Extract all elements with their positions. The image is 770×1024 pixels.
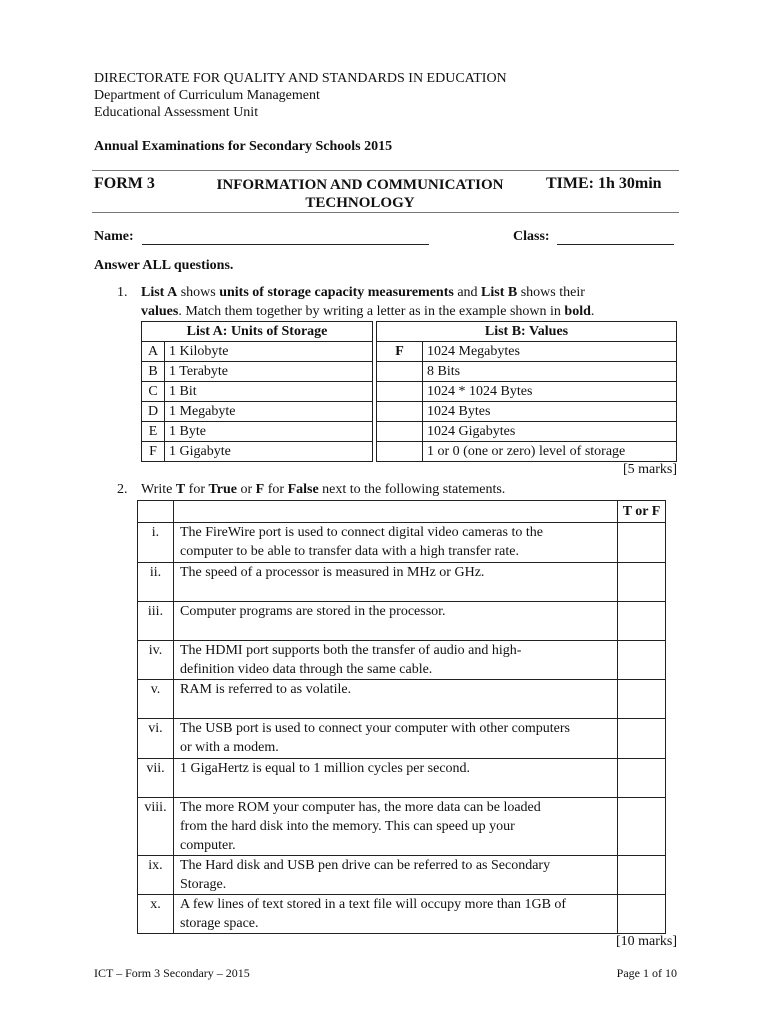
statement-line: The speed of a processor is measured in MHz or GHz. xyxy=(180,565,485,580)
subject-rule xyxy=(92,212,679,213)
q2-intro-part: or xyxy=(237,482,256,497)
q1-intro-part: shows xyxy=(177,285,220,300)
row-letter: B xyxy=(142,362,165,382)
unit-cell: 1 Byte xyxy=(165,422,373,442)
tf-answer-cell[interactable] xyxy=(618,563,666,602)
statement-row xyxy=(138,523,666,563)
q2-intro-part: next to the following statements. xyxy=(318,482,506,497)
q1-intro-part: and xyxy=(453,285,482,300)
answer-cell[interactable] xyxy=(377,382,423,402)
value-cell: 1024 Megabytes xyxy=(423,342,677,362)
q1-intro-part: units of storage capacity measurements xyxy=(219,285,454,300)
statement-text xyxy=(174,602,618,641)
statement-line: Storage. xyxy=(180,877,227,892)
tf-header: T or F xyxy=(618,501,666,523)
tf-answer-cell[interactable] xyxy=(618,602,666,641)
tf-header-row xyxy=(138,501,666,523)
statement-number: iii. xyxy=(138,602,174,641)
statement-line: RAM is referred to as volatile. xyxy=(180,682,352,697)
unit-cell: 1 Terabyte xyxy=(165,362,373,382)
q2-intro xyxy=(141,482,505,498)
q2-intro-part: Write xyxy=(141,482,176,497)
q1-intro-part: . xyxy=(590,304,595,319)
statement-line: definition video data through the same cable. xyxy=(180,662,433,677)
tf-answer-cell[interactable] xyxy=(618,856,666,895)
unit-cell: 1 Gigabyte xyxy=(165,442,373,462)
q1-intro-line2 xyxy=(141,304,594,320)
matching-row xyxy=(142,422,677,442)
time-label: TIME: 1h 30min xyxy=(546,175,662,192)
class-field[interactable] xyxy=(557,244,674,245)
true-false-table xyxy=(137,500,666,934)
tf-answer-cell[interactable] xyxy=(618,719,666,759)
statement-number: iv. xyxy=(138,641,174,680)
statement-line: The FireWire port is used to connect digital video cameras to the xyxy=(180,525,543,540)
value-cell: 1 or 0 (one or zero) level of storage xyxy=(423,442,677,462)
subject-line-1: INFORMATION AND COMMUNICATION xyxy=(216,177,504,193)
statement-text xyxy=(174,641,618,680)
list-a-header: List A: Units of Storage xyxy=(142,322,373,342)
answer-cell[interactable] xyxy=(377,422,423,442)
name-field[interactable] xyxy=(142,244,429,245)
statement-text xyxy=(174,798,618,856)
statement-text xyxy=(174,719,618,759)
tf-answer-cell[interactable] xyxy=(618,523,666,563)
value-cell: 8 Bits xyxy=(423,362,677,382)
tf-answer-cell[interactable] xyxy=(618,641,666,680)
value-cell: 1024 * 1024 Bytes xyxy=(423,382,677,402)
unit-cell: 1 Bit xyxy=(165,382,373,402)
statement-line: from the hard disk into the memory. This can speed up your xyxy=(180,819,515,834)
statement-row xyxy=(138,895,666,934)
tf-answer-cell[interactable] xyxy=(618,798,666,856)
answer-cell[interactable] xyxy=(377,362,423,382)
q1-intro-part: List B xyxy=(481,285,518,300)
unit-line: Educational Assessment Unit xyxy=(94,105,259,120)
answer-cell[interactable] xyxy=(377,442,423,462)
statement-number: x. xyxy=(138,895,174,934)
matching-row xyxy=(142,402,677,422)
form-label: FORM 3 xyxy=(94,175,155,192)
statement-line: 1 GigaHertz is equal to 1 million cycles per second. xyxy=(180,761,471,776)
statement-row xyxy=(138,798,666,856)
q1-marks: [5 marks] xyxy=(622,462,677,477)
statement-row xyxy=(138,602,666,641)
list-b-header: List B: Values xyxy=(377,322,677,342)
q2-intro-part: T xyxy=(175,482,186,497)
statement-text xyxy=(174,759,618,798)
tf-answer-cell[interactable] xyxy=(618,680,666,719)
q1-number: 1. xyxy=(117,285,128,300)
q1-intro-part: bold xyxy=(564,304,591,319)
statement-row xyxy=(138,719,666,759)
statement-number: vi. xyxy=(138,719,174,759)
matching-row xyxy=(142,362,677,382)
statement-number: ix. xyxy=(138,856,174,895)
statement-line: or with a modem. xyxy=(180,740,279,755)
name-label: Name: xyxy=(94,229,134,244)
value-cell: 1024 Gigabytes xyxy=(423,422,677,442)
department-line: Department of Curriculum Management xyxy=(94,88,320,103)
statement-row xyxy=(138,759,666,798)
q2-intro-part: for xyxy=(264,482,288,497)
unit-cell: 1 Kilobyte xyxy=(165,342,373,362)
row-letter: C xyxy=(142,382,165,402)
matching-header-row xyxy=(142,322,677,342)
statement-line: computer to be able to transfer data with a high transfer rate. xyxy=(180,544,519,559)
subject-title xyxy=(199,176,521,212)
directorate-line: DIRECTORATE FOR QUALITY AND STANDARDS IN EDUCATION xyxy=(94,71,507,86)
q1-intro-part: shows their xyxy=(517,285,585,300)
statement-line: The HDMI port supports both the transfer of audio and high- xyxy=(180,643,522,658)
row-letter: D xyxy=(142,402,165,422)
statement-line: Computer programs are stored in the processor. xyxy=(180,604,446,619)
exam-title: Annual Examinations for Secondary Schools 2015 xyxy=(94,139,393,154)
footer-page-number: Page 1 of 10 xyxy=(616,966,677,980)
matching-row xyxy=(142,442,677,462)
matching-row xyxy=(142,342,677,362)
statement-number: ii. xyxy=(138,563,174,602)
q2-intro-part: True xyxy=(208,482,237,497)
q2-marks: [10 marks] xyxy=(615,934,677,949)
statement-line: The Hard disk and USB pen drive can be referred to as Secondary xyxy=(180,858,551,873)
q1-intro-part: List A xyxy=(141,285,178,300)
tf-answer-cell[interactable] xyxy=(618,759,666,798)
statement-text xyxy=(174,523,618,563)
matching-row xyxy=(142,382,677,402)
tf-answer-cell[interactable] xyxy=(618,895,666,934)
q2-intro-part: False xyxy=(287,482,319,497)
statement-text xyxy=(174,680,618,719)
statement-number: i. xyxy=(138,523,174,563)
subject-line-2: TECHNOLOGY xyxy=(305,195,415,211)
instruction: Answer ALL questions. xyxy=(94,258,234,273)
statement-line: storage space. xyxy=(180,916,259,931)
statement-text xyxy=(174,563,618,602)
top-rule xyxy=(92,170,679,171)
statement-text xyxy=(174,856,618,895)
statement-line: computer. xyxy=(180,838,236,853)
row-letter: F xyxy=(142,442,165,462)
statement-number: vii. xyxy=(138,759,174,798)
q2-number: 2. xyxy=(117,482,128,497)
footer-left: ICT – Form 3 Secondary – 2015 xyxy=(94,966,250,980)
unit-cell: 1 Megabyte xyxy=(165,402,373,422)
statement-row xyxy=(138,563,666,602)
row-letter: E xyxy=(142,422,165,442)
q1-intro-part: values xyxy=(141,304,179,319)
answer-cell[interactable] xyxy=(377,402,423,422)
matching-table xyxy=(141,321,677,462)
q1-intro-line1 xyxy=(141,285,585,301)
statement-text xyxy=(174,895,618,934)
statement-line: The USB port is used to connect your computer with other computers xyxy=(180,721,570,736)
statement-line: A few lines of text stored in a text file will occupy more than 1GB of xyxy=(180,897,567,912)
statement-row xyxy=(138,856,666,895)
value-cell: 1024 Bytes xyxy=(423,402,677,422)
row-letter: A xyxy=(142,342,165,362)
statement-line: The more ROM your computer has, the more data can be loaded xyxy=(180,800,541,815)
statement-number: v. xyxy=(138,680,174,719)
answer-cell[interactable]: F xyxy=(377,342,423,362)
statement-row xyxy=(138,680,666,719)
statement-number: viii. xyxy=(138,798,174,856)
statement-row xyxy=(138,641,666,680)
q1-intro-part: . Match them together by writing a letter as in the example shown in xyxy=(178,304,565,319)
q2-intro-part: F xyxy=(255,482,265,497)
q2-intro-part: for xyxy=(185,482,209,497)
class-label: Class: xyxy=(513,229,550,244)
